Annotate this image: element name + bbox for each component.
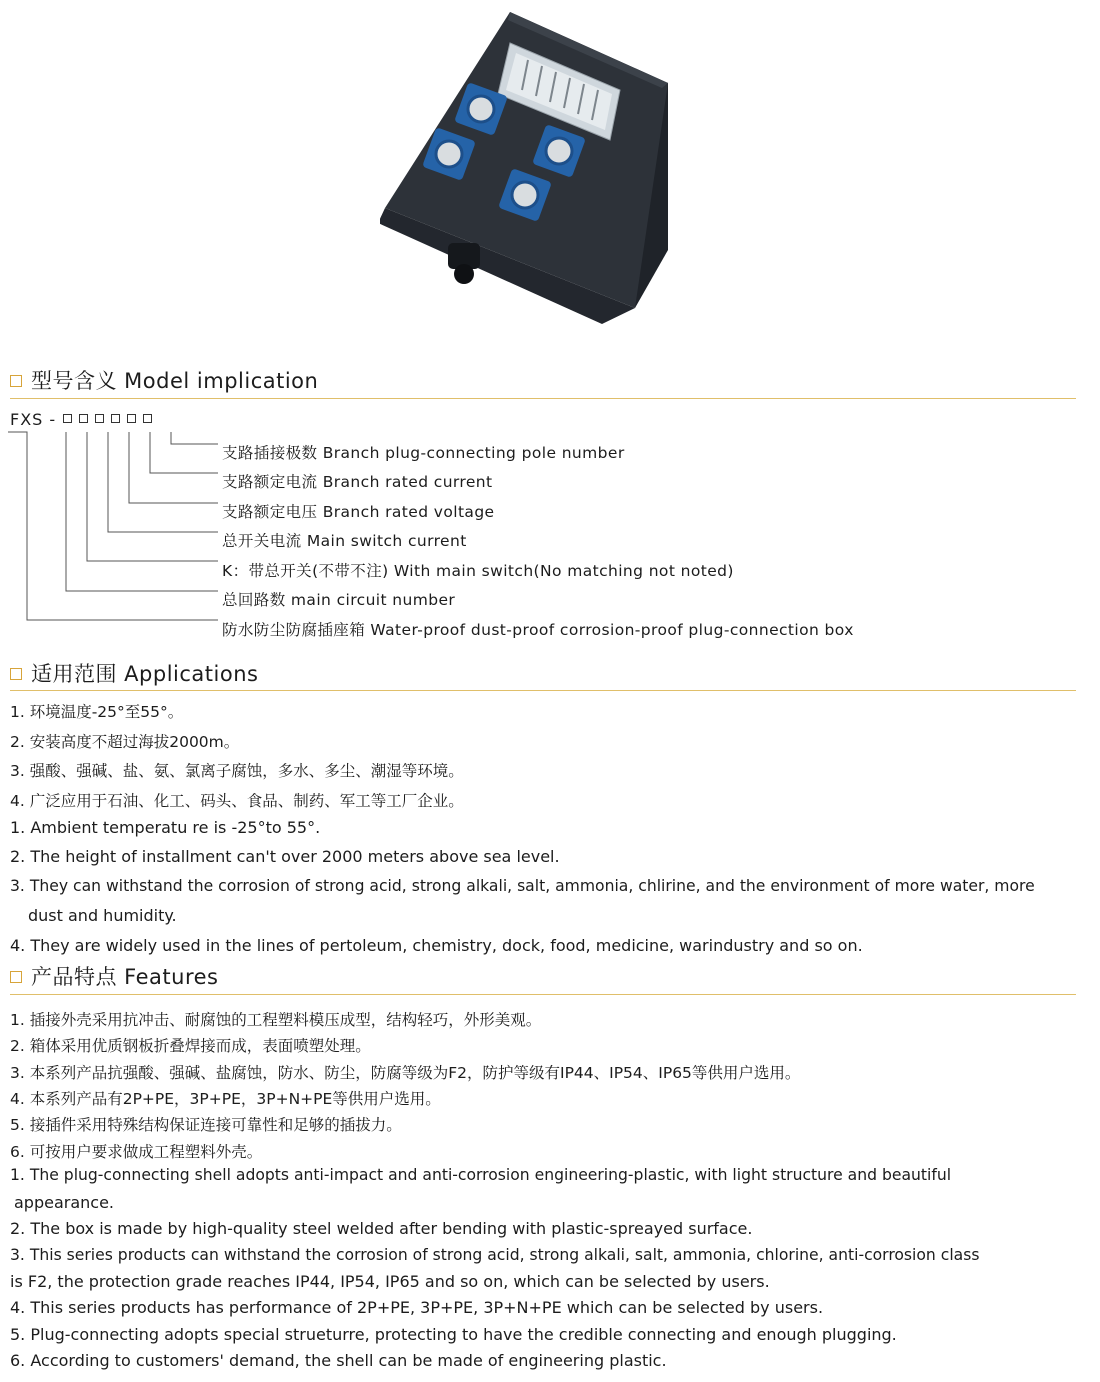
list-item: 3. They can withstand the corrosion of strong acid, strong alkali, salt, ammonia, chlirine, and the environment of more water, more	[10, 877, 1035, 895]
section-divider	[10, 994, 1076, 995]
list-item-continuation: appearance.	[14, 1193, 115, 1212]
list-item-continuation: dust and humidity.	[28, 906, 177, 925]
list-item: 1. Ambient temperatu re is -25°to 55°.	[10, 818, 321, 837]
square-bullet-icon	[10, 375, 22, 387]
legend-item: 防水防尘防腐插座箱 Water-proof dust-proof corrosion-proof plug-connection box	[222, 621, 854, 639]
list-item: 4. 广泛应用于石油、化工、码头、食品、制药、军工等工厂企业。	[10, 792, 464, 810]
section-title-model: 型号含义 Model implication	[10, 365, 318, 395]
section-divider	[10, 690, 1076, 691]
list-item: 1. The plug-connecting shell adopts anti-impact and anti-corrosion engineering-plastic, with light structure and beautiful	[10, 1166, 952, 1184]
square-bullet-icon	[10, 668, 22, 680]
section-title-features: 产品特点 Features	[10, 961, 218, 991]
list-item: 2. 安装高度不超过海拔2000m。	[10, 733, 240, 751]
square-bullet-icon	[10, 971, 22, 983]
list-item: 1. 环境温度-25°至55°。	[10, 703, 184, 721]
list-item: 5. Plug-connecting adopts special strueturre, protecting to have the credible connecting and enough plugging.	[10, 1325, 897, 1344]
list-item: 4. This series products has performance of 2P+PE, 3P+PE, 3P+N+PE which can be selected by users.	[10, 1298, 824, 1317]
legend-item: K：带总开关(不带不注) With main switch(No matching not noted)	[222, 562, 734, 580]
list-item: 2. The height of installment can't over 2000 meters above sea level.	[10, 847, 560, 866]
list-item: 4. They are widely used in the lines of pertoleum, chemistry, dock, food, medicine, warindustry and so on.	[10, 936, 863, 955]
legend-item: 总开关电流 Main switch current	[222, 532, 467, 550]
list-item: 3. This series products can withstand the corrosion of strong acid, strong alkali, salt, ammonia, chlorine, anti-corrosion class	[10, 1246, 980, 1264]
section-divider	[10, 398, 1076, 399]
list-item: 3. 本系列产品抗强酸、强碱、盐腐蚀，防水、防尘，防腐等级为F2，防护等级有IP44、IP54、IP65等供用户选用。	[10, 1064, 801, 1082]
list-item: 3. 强酸、强碱、盐、氨、氯离子腐蚀，多水、多尘、潮湿等环境。	[10, 762, 464, 780]
list-item: 1. 插接外壳采用抗冲击、耐腐蚀的工程塑料模压成型，结构轻巧，外形美观。	[10, 1011, 542, 1029]
list-item-continuation: is F2, the protection grade reaches IP44, IP54, IP65 and so on, which can be selected by users.	[10, 1272, 770, 1291]
product-photo	[380, 8, 670, 326]
model-bracket-lines	[0, 424, 230, 624]
list-item: 2. 箱体采用优质钢板折叠焊接而成，表面喷塑处理。	[10, 1037, 371, 1055]
legend-item: 支路额定电压 Branch rated voltage	[222, 503, 495, 521]
section-title-applications: 适用范围 Applications	[10, 658, 258, 688]
list-item: 5. 接插件采用特殊结构保证连接可靠性和足够的插拔力。	[10, 1116, 402, 1134]
list-item: 2. The box is made by high-quality steel welded after bending with plastic-spreayed surface.	[10, 1219, 753, 1238]
list-item: 6. 可按用户要求做成工程塑料外壳。	[10, 1143, 263, 1161]
legend-item: 总回路数 main circuit number	[222, 591, 456, 609]
legend-item: 支路额定电流 Branch rated current	[222, 473, 493, 491]
model-code: FXS -	[10, 410, 152, 429]
list-item: 6. According to customers' demand, the shell can be made of engineering plastic.	[10, 1351, 667, 1370]
list-item: 4. 本系列产品有2P+PE，3P+PE，3P+N+PE等供用户选用。	[10, 1090, 441, 1108]
legend-item: 支路插接极数 Branch plug-connecting pole number	[222, 444, 625, 462]
